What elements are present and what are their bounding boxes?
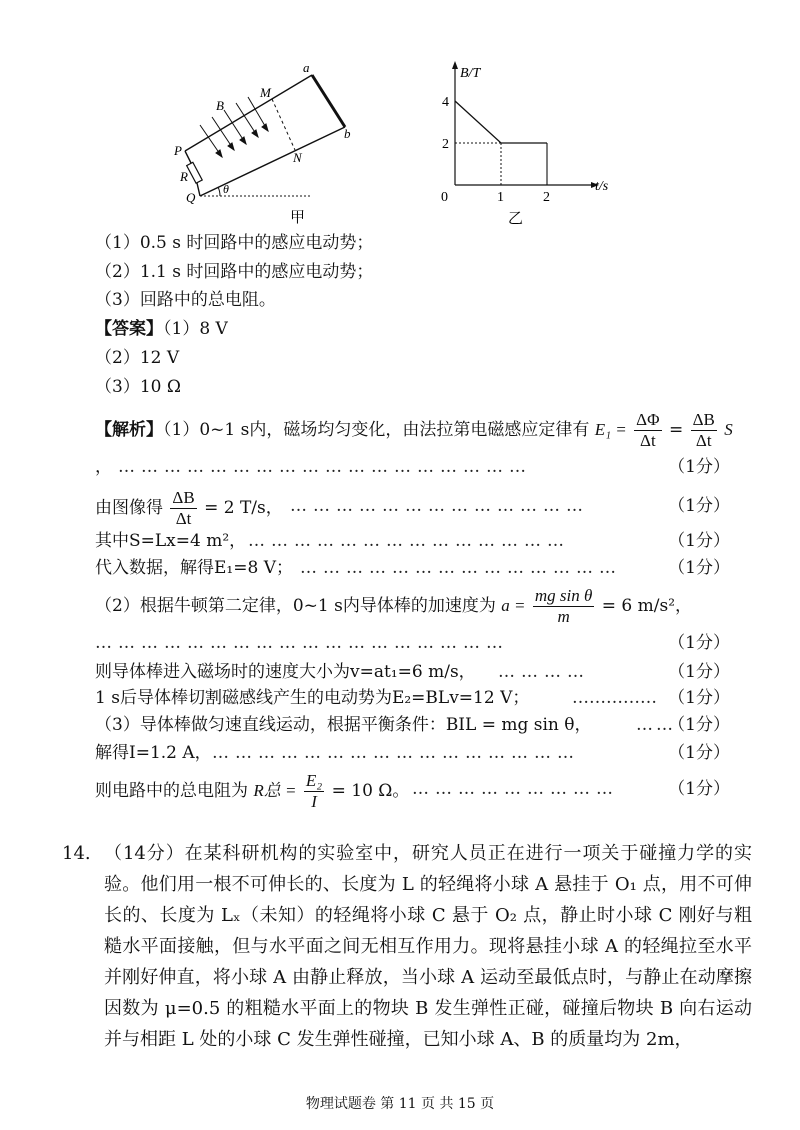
- points-8: （1分）: [668, 715, 730, 735]
- points-7: （1分）: [668, 688, 730, 708]
- analysis-l10: （3）导体棒做匀速直线运动，根据平衡条件：BIL = mg sin θ，: [95, 715, 592, 735]
- analysis-line-1: [95, 410, 733, 451]
- analysis-l3-text: 由图像得: [95, 498, 163, 518]
- analysis-l11: 解得I=1.2 A，: [95, 743, 212, 763]
- fraction-num: ΔB: [172, 488, 195, 507]
- analysis-l1-S: S: [724, 420, 733, 439]
- analysis-line-3: [95, 488, 283, 529]
- points-4: （1分）: [668, 558, 730, 578]
- y-tick-label: 2: [442, 137, 449, 152]
- label-P: P: [174, 143, 182, 158]
- leader-dots: ………………………………………………: [118, 457, 532, 477]
- page-footer: 物理试题卷 第 11 页 共 15 页: [305, 1096, 495, 1112]
- label-B: B: [216, 98, 224, 113]
- x-axis-label: t/s: [595, 179, 609, 194]
- caption-yi: 乙: [508, 209, 524, 227]
- analysis-l3-tail: = 2 T/s，: [204, 498, 283, 518]
- fraction-num: E₂: [305, 771, 323, 790]
- points-1: （1分）: [668, 457, 730, 477]
- points-10: （1分）: [668, 779, 730, 799]
- analysis-l12-text: 则电路中的总电阻为: [95, 781, 248, 801]
- points-5: （1分）: [668, 633, 730, 653]
- analysis-l12-tail: = 10 Ω。: [331, 781, 410, 801]
- analysis-l6-text: （2）根据牛顿第二定律，0~1 s内导体棒的加速度为: [95, 596, 496, 616]
- leader-dots: ……: [636, 715, 676, 735]
- points-6: （1分）: [668, 662, 730, 682]
- fraction-db-dt: [691, 410, 717, 451]
- analysis-l5: 代入数据，解得E₁=8 V；: [95, 558, 293, 578]
- analysis-l6-a: a =: [501, 596, 526, 615]
- x-tick-label: 1: [497, 190, 504, 205]
- question-3: （3）回路中的总电阻。: [95, 290, 276, 310]
- points-2: （1分）: [668, 496, 730, 516]
- answer-3: （3）10 Ω: [95, 377, 181, 397]
- leader-dots: …………………………………………: [212, 743, 580, 763]
- label-a: a: [303, 60, 310, 75]
- series-line: [455, 101, 547, 143]
- figure-yi-chart: [440, 55, 620, 230]
- question-14-number: 14.: [62, 843, 91, 864]
- leader-dots: …………: [498, 662, 590, 682]
- leader-dots: ……………: [572, 688, 657, 708]
- leader-dots: ……………………………………: [248, 531, 570, 551]
- figure-jia: [160, 55, 370, 230]
- fraction-dphi-dt: [634, 410, 661, 451]
- caption-jia: 甲: [290, 208, 306, 226]
- analysis-label: 【解析】: [95, 420, 163, 440]
- fraction-db-dt-2: [170, 488, 196, 529]
- fraction-den: Δt: [695, 431, 712, 450]
- answer-2: （2）12 V: [95, 348, 180, 368]
- points-9: （1分）: [668, 743, 730, 763]
- fraction-den: Δt: [175, 509, 192, 528]
- analysis-line-12: [95, 771, 409, 812]
- x-tick-label: 2: [543, 190, 550, 205]
- fraction-num: ΔΦ: [636, 410, 660, 429]
- analysis-l1-eq: =: [668, 420, 684, 440]
- fraction-acc: [533, 586, 594, 627]
- fraction-num: mg sin θ: [534, 586, 593, 605]
- y-axis-label: B/T: [460, 66, 481, 81]
- leader-dots: ……………………………………: [300, 558, 622, 578]
- analysis-l8: 则导体棒进入磁场时的速度大小为v=at₁=6 m/s，: [95, 662, 476, 682]
- question-1: （1）0.5 s 时回路中的感应电动势；: [95, 233, 374, 253]
- points-3: （1分）: [668, 531, 730, 551]
- y-tick-label: 4: [442, 95, 449, 110]
- fraction-den: I: [311, 792, 317, 811]
- leader-dots: ………………………: [412, 779, 619, 799]
- analysis-l1-E1: E₁ =: [594, 420, 627, 439]
- question-14-text: （14分）在某科研机构的实验室中，研究人员正在进行一项关于碰撞力学的实验。他们用一根不可伸长的、长度为 L 的轻绳将小球 A 悬挂于 O₁ 点，用不可伸长的、长度为 Lₓ（未知）的轻绳将小球 C 悬于 O₂ 点，静止时小球 C 刚好与粗糙水平面接触，但与水平面之间无相互作用力。现将悬挂小球 A 的轻绳拉至水平并刚好伸直，将小球 A 由静止释放，当小球 A 运动至最低点时，与静止在动摩擦因数为 μ=0.5 的粗糙水平面上的物块 B 发生弹性正碰，碰撞后物块 B 向右运动并与相距 L 处的小球 C 发生弹性碰撞，已知小球 A、B 的质量均为 2m，: [104, 843, 752, 1050]
- label-b: b: [344, 126, 351, 141]
- leader-dots: ………………………………………………: [95, 633, 509, 653]
- analysis-l6-tail: = 6 m/s²，: [601, 596, 693, 616]
- question-14: [62, 838, 752, 1055]
- analysis-l4: 其中S=Lx=4 m²，: [95, 531, 247, 551]
- question-2: （2）1.1 s 时回路中的感应电动势；: [95, 262, 374, 282]
- answer-1: （1）8 V: [163, 319, 228, 339]
- analysis-line-6: [95, 586, 692, 627]
- analysis-l1-text: （1）0~1 s内，磁场均匀变化，由法拉第电磁感应定律有: [163, 420, 590, 440]
- answer-line-1: [95, 318, 228, 340]
- x-tick-label: 0: [441, 190, 448, 205]
- fraction-R: [304, 771, 324, 812]
- analysis-l9: 1 s后导体棒切割磁感线产生的电动势为E₂=BLv=12 V；: [95, 688, 530, 708]
- leader-dots: …………………………………: [290, 496, 589, 516]
- analysis-l2-comma: ，: [95, 457, 112, 477]
- answer-label: 【答案】: [95, 319, 163, 339]
- fraction-num: ΔB: [692, 410, 715, 429]
- analysis-l12-R: R总 =: [253, 781, 297, 800]
- label-N: N: [293, 150, 302, 165]
- fraction-den: m: [557, 607, 570, 626]
- label-R: R: [180, 169, 188, 184]
- label-theta: θ: [223, 182, 229, 196]
- fraction-den: Δt: [640, 431, 656, 450]
- label-M: M: [260, 85, 271, 100]
- label-Q: Q: [186, 190, 196, 205]
